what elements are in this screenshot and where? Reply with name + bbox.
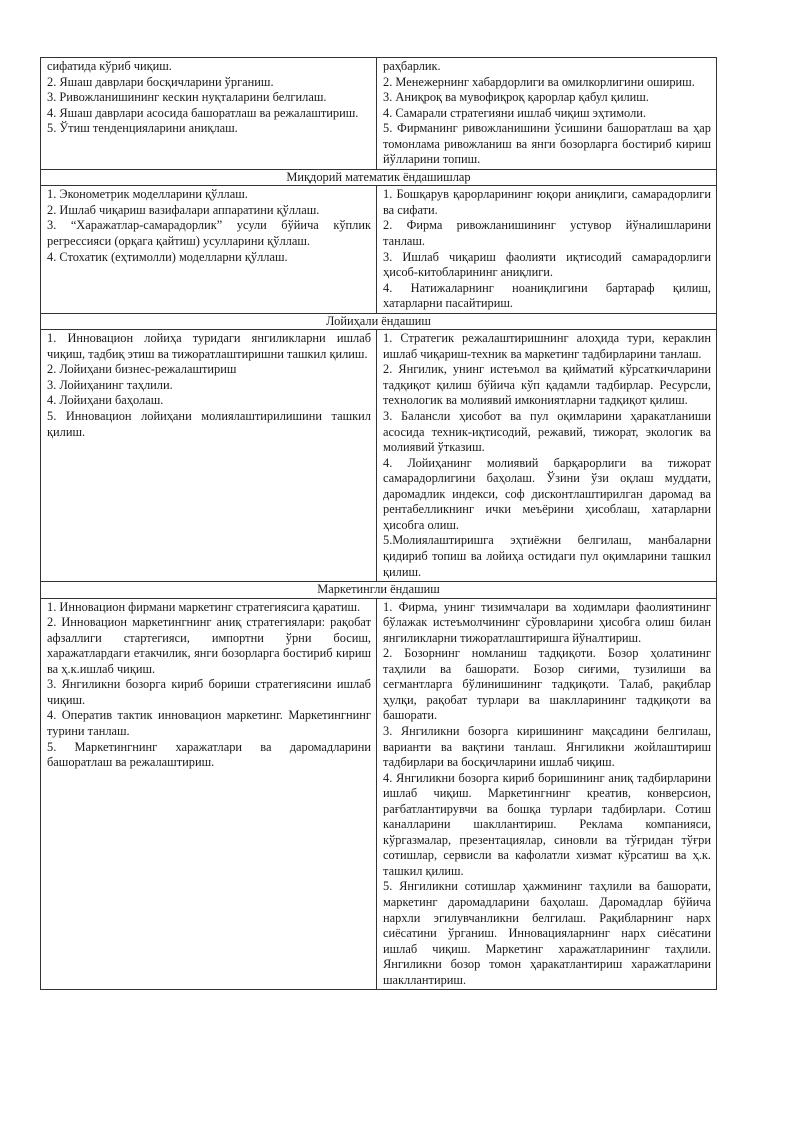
- list-item: 4. Натижаларнинг ноаниқлигини бартараф қилиш, хатарларни пасайтириш.: [383, 280, 711, 311]
- list-item: 1. Инновацион фирмани маркетинг стратегиясига қаратиш.: [47, 599, 361, 614]
- list-item: 5. Фирманинг ривожланишини ўсишини башоратлаш ва ҳар томонлама ривожланиш ва янги бозорларга бостириб кириш йўлларини топиш.: [383, 121, 711, 167]
- list-item: 4. Лойиҳани баҳолаш.: [47, 393, 164, 408]
- list-item: 5. Маркетингнинг харажатлари ва даромадларини башоратлаш ва режалаштириш.: [47, 739, 371, 770]
- results-cell: [377, 186, 717, 313]
- approaches-table: [40, 57, 717, 990]
- list-item: 1. Эконометрик моделларини қўллаш.: [47, 187, 248, 202]
- list-item: 3. Лойиҳанинг таҳлили.: [47, 377, 173, 392]
- section-title: Маркетингли ёндашиш: [41, 582, 717, 599]
- list-item: 2. Янгилик, унинг истеъмол ва қийматий кўрсаткичларини тадқиқот қилиш бўйича кўп қадамли тадбирлар. Ресурсли, технологик ва молиявий имкониятларни тадқиқот қилиш.: [383, 362, 711, 408]
- list-item: 2. Лойиҳани бизнес-режалаштириш: [47, 362, 237, 377]
- tasks-cell: [41, 598, 377, 990]
- results-cell: [377, 598, 717, 990]
- tasks-cell: [41, 58, 377, 170]
- list-item: 2. Яшаш даврлари босқичларини ўрганиш.: [47, 74, 274, 89]
- list-item: 1. Фирма, унинг тизимчалари ва ходимлари фаолиятининг бўлажак истеъмолчининг сўровларини ҳисобга олиш билан янгиликларни тижоратлаштиришга йўналтириш.: [383, 599, 711, 645]
- list-item: 3. Ривожланишининг кескин нуқталарини белгилаш.: [47, 90, 327, 105]
- results-cell: [377, 330, 717, 582]
- table-body: [41, 58, 717, 990]
- list-item: 1. Инновацион лойиҳа туридаги янгиликларни ишлаб чиқиш, тадбиқ этиш ва тижоратлаштиришни ташкил қилиш.: [47, 331, 371, 361]
- list-item: 2. Фирма ривожланишининг устувор йўналишларини танлаш.: [383, 218, 711, 249]
- list-item: 5. Ўтиш тенденцияларини аниқлаш.: [47, 121, 238, 136]
- tasks-cell: [41, 330, 377, 582]
- section-title: Миқдорий математик ёндашишлар: [41, 169, 717, 186]
- section-header-row: [41, 582, 717, 599]
- list-item: 5. Янгиликни сотишлар ҳажмининг таҳлили ва башорати, маркетинг даромадларини баҳолаш. Даромадлар бўйича нархли эгилувчанликни белгилаш. Рақибларнинг нарх сиёсатини ўрганиш. Инновацияларнинг нарх сиёсатини ишлаб чиқиш. Маркетинг харажатларининг таҳлили. Янгиликни бозор томон ҳаракатлантириш харажатларини шакллантириш.: [383, 879, 711, 987]
- list-item: 3. Аниқроқ ва мувофиқроқ қарорлар қабул қилиш.: [383, 90, 649, 105]
- list-item: 3. Янгиликни бозорга киришининг мақсадини белгилаш, варианти ва вақтини танлаш. Янгиликни жойлаштириш тадбирлари ва босқичларини ишлаб чиқиш.: [383, 723, 711, 770]
- list-item: 2. Ишлаб чиқариш вазифалари аппаратини қўллаш.: [47, 202, 320, 217]
- section-header-row: [41, 169, 717, 186]
- list-item: 2. Менежернинг хабардорлиги ва омилкорлигини ошириш.: [383, 74, 695, 89]
- table-row: [41, 330, 717, 582]
- list-item: 4. Самарали стратегияни ишлаб чиқиш эҳтимоли.: [383, 105, 647, 120]
- tasks-cell: [41, 186, 377, 313]
- table-row: [41, 58, 717, 170]
- list-item: 3. Балансли ҳисобот ва пул оқимларини ҳаракатланиши асосида техник-иқтисодий, режавий, тижорат, экологик ва молиявий ўтказиш.: [383, 409, 711, 455]
- list-item: 5. Инновацион лойиҳани молиялаштирилишини ташкил қилиш.: [47, 409, 371, 439]
- document-page: [40, 57, 716, 990]
- table-row: [41, 186, 717, 313]
- list-item: 2. Инновацион маркетингнинг аниқ стратегиялари: рақобат афзаллиги стартегияси, импортни ўрни босиш, харажатлардаги етакчилик, янги бозорларга бостириб кириш ва ҳ.к.ишлаб чиқиш.: [47, 615, 371, 676]
- section-header-row: [41, 313, 717, 330]
- list-item: 3. Ишлаб чиқариш фаолияти иқтисодий самарадорлиги ҳисоб-китобларининг аниқлиги.: [383, 249, 711, 280]
- results-cell: [377, 58, 717, 170]
- list-item: 1. Бошқарув қарорларининг юқори аниқлиги, самарадорлиги ва сифати.: [383, 187, 711, 217]
- list-item: 3. “Харажатлар-самарадорлик” усули бўйича кўплик регрессияси (орқага қайтиш) усулларини қўллаш.: [47, 218, 371, 249]
- list-item: 4. Оператив тактик инновацион маркетинг. Маркетингнинг турини танлаш.: [47, 708, 371, 738]
- list-item: сифатида кўриб чиқиш.: [47, 59, 172, 73]
- list-item: 3. Янгиликни бозорга кириб бориши стратегиясини ишлаб чиқиш.: [47, 677, 371, 707]
- list-item: 4. Лойиҳанинг молиявий барқарорлиги ва тижорат самарадорлигини баҳолаш. Ўзини ўзи оқлаш муддати, даромадлик индекси, соф дисконтлаштирилган даромад ва рентабелликнинг ички меъёрини ҳисоблаш, хатарларни ҳисобга олиш.: [383, 455, 711, 532]
- list-item: 4. Янгиликни бозорга кириб боришининг аниқ тадбирларини ишлаб чиқиш. Маркетингнинг креатив, конверсион, рағбатлантирувчи ва бошқа турлари тадбирлари. Сотиш каналларини шакллантириш. Реклама компанияси, кўргазмалар, презентациялар, синовли ва тўғридан тўғри сотишлар, сервисли ва кафолатли хизмат кўрсатиш ва ҳ.к. ташкил қилиш.: [383, 770, 711, 878]
- table-row: [41, 598, 717, 990]
- list-item: 4. Стохатик (еҳтимолли) моделларни қўллаш.: [47, 249, 288, 264]
- list-item: 2. Бозорнинг номланиш тадқиқоти. Бозор ҳолатининг таҳлили ва башорати. Бозор сиғими, тузилиши ва сегмантларга бўлинишининг тадқиқоти. Талаб, рақиблар ҳулқи, рақобат турлари ва шаклларининг тадқиқоти ва башорати.: [383, 646, 711, 723]
- list-item: 5.Молиялаштиришга эҳтиёжни белгилаш, манбаларни қидириб топиш ва лойиҳа остидаги пул оқимларини ташкил қилиш.: [383, 533, 711, 579]
- list-item: 4. Яшаш даврлари асосида башоратлаш ва режалаштириш.: [47, 105, 359, 120]
- section-title: Лойиҳали ёндашиш: [41, 313, 717, 330]
- list-item: раҳбарлик.: [383, 59, 441, 73]
- list-item: 1. Стратегик режалаштиришнинг алоҳида тури, кераклин ишлаб чиқариш-техник ва маркетинг тадбирларини танлаш.: [383, 331, 711, 361]
